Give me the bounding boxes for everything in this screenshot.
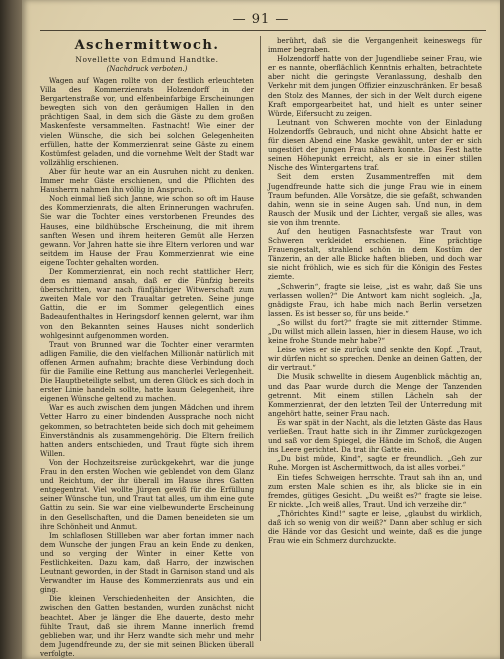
body-paragraph: Ein tiefes Schweigen herrschte. Traut sah ihn an, und zum ersten Male schien es ihr, als blicke sie in ein fremdes, gütiges Gesicht. „Du weißt es?“ fragte sie leise. Er nickte. „Ich weiß alles, Traut. Und ich verzeihe dir.“	[268, 472, 482, 509]
body-paragraph: Aber für heute war an ein Ausruhen nicht zu denken. Immer mehr Gäste erschienen, und die Pflichten des Hausherrn nahmen ihn völlig in Anspruch.	[40, 166, 254, 195]
body-paragraph: Es war spät in der Nacht, als die letzten Gäste das Haus verließen. Traut hatte sich in ihr Zimmer zurückgezogen und saß vor dem Spiegel, die Hände im Schoß, die Augen ins Leere gerichtet. Da trat ihr Gatte ein.	[268, 417, 482, 455]
right-column-body	[268, 36, 482, 545]
page-number: — 91 —	[232, 12, 290, 27]
left-column-body	[40, 76, 254, 658]
header-rule	[40, 30, 486, 31]
body-paragraph: „Schwerin“, fragte sie leise, „ist es wahr, daß Sie uns verlassen wollen?“ Die Antwort kam nicht sogleich. „Ja, gnädigste Frau, ich habe mich nach Berlin versetzen lassen. Es ist besser so, für uns beide.“	[268, 281, 482, 318]
left-column	[40, 36, 254, 658]
body-paragraph: Noch einmal ließ sich Janne, wie schon so oft im Hause des Kommerzienrats, die alten Erinnerungen wachrufen. Sie war die Tochter eines verstorbenen Freundes des Hauses, eine bildhübsche Erscheinung, die mit ihrem sanften Wesen und ihrem heiteren Gemüt alle Herzen gewann. Vor Jahren hatte sie ihre Eltern verloren und war seitdem im Hause der Frau Kommerzienrat wie eine eigene Tochter gehalten worden.	[40, 194, 254, 267]
body-paragraph: Wagen auf Wagen rollte von der festlich erleuchteten Villa des Kommerzienrats Holzendorff in der Bergartenstraße vor, und elfenbeinfarbige Erscheinungen bewegten sich von den geräumigen Hallen in den prächtigen Saal, in dem sich die Gäste zu dem großen Maskenfeste versammelten. Fastnacht! Wie einer der vielen Wünsche, die sich bei solchen Gelegenheiten erfüllen, hatte der Kommerzienrat seine Gäste zu einem Kostümfest geladen, und die vornehme Welt der Stadt war vollzählig erschienen.	[40, 76, 254, 167]
article-title: Aschermittwoch.	[74, 38, 220, 53]
body-paragraph: „Du bist müde, Kind“, sagte er freundlich. „Geh zur Ruhe. Morgen ist Aschermittwoch, da ist alles vorbei.“	[268, 454, 482, 473]
body-paragraph: Holzendorff hatte von der Jugendliebe seiner Frau, wie er es nannte, oberflächlich Kenntnis erhalten, betrachtete aber nicht die geringste Veranlassung, deshalb den Verkehr mit dem jungen Offizier einzuschränken. Er besaß den Stolz des Mannes, der sich in der Welt durch eigene Kraft emporgearbeitet hat, und hielt es unter seiner Würde, Eifersucht zu zeigen.	[268, 54, 482, 118]
body-paragraph: Die kleinen Verschiedenheiten der Ansichten, die zwischen den Gatten bestanden, wurden zunächst nicht beachtet. Aber je länger die Ehe dauerte, desto mehr fühlte Traut, daß sie ihrem Manne innerlich fremd geblieben war, und ihr Herz wandte sich mehr und mehr dem Jugendfreunde zu, der sie mit seinen Blicken überall verfolgte.	[40, 594, 254, 658]
body-paragraph: Die Musik schwellte in diesem Augenblick mächtig an, und das Paar wurde durch die Menge der Tanzenden getrennt. Mit einem stillen Lächeln sah der Kommerzienrat, der den letzten Teil der Unterredung mit angehört hatte, seiner Frau nach.	[268, 372, 482, 418]
body-paragraph: Seit dem ersten Zusammentreffen mit dem Jugendfreunde hatte sich die junge Frau wie in einem Traum befunden. Alle Vorsätze, die sie gefaßt, schwanden dahin, wenn sie in seine Augen sah. Und nun, in dem Rausch der Musik und der Lichter, vergaß sie alles, was sie von ihm trennte.	[268, 172, 482, 227]
body-paragraph: „Thörichtes Kind!“ sagte er leise, „glaubst du wirklich, daß ich so wenig von dir weiß?“ Dann aber schlug er sich die Hände vor das Gesicht und weinte, daß es die junge Frau wie ein Schmerz durchzuckte.	[268, 508, 482, 546]
column-divider	[260, 36, 261, 641]
body-paragraph: Leutnant von Schweren mochte von der Einladung Holzendorffs Gebrauch, und nicht ohne Absicht hatte er für diesen Abend eine Maske gewählt, unter der er sich ungestört der jungen Frau nähern konnte. Das Fest hatte seinen Höhepunkt erreicht, als er sie in einer stillen Nische des Wintergartens traf.	[268, 117, 482, 173]
article-subtitle: Novellette von Edmund Handtke.	[75, 55, 219, 64]
book-binding	[0, 0, 22, 659]
body-paragraph: Im schlaflosen Stillleben war aber fortan immer nach dem Wunsche der jungen Frau an kein Ende zu denken, und so verging der Winter in einer Kette von Festlichkeiten. Dazu kam, daß Harro, der inzwischen Leutnant geworden, in der Stadt in Garnison stand und als Verwandter im Hause des Kommerzienrats aus und ein ging.	[40, 530, 254, 595]
body-paragraph: Leise wies er sie zurück und senkte den Kopf. „Traut, wir dürfen nicht so sprechen. Denke an deinen Gatten, der dir vertraut.“	[268, 345, 482, 373]
reprint-note: (Nachdruck verboten.)	[106, 65, 188, 73]
body-paragraph: Traut von Brunned war die Tochter einer verarmten adligen Familie, die den vielfachen Millionär natürlich mit offenen Armen aufnahm; brachte diese Verbindung doch für die Familie eine Rettung aus mancherlei Verlegenheit. Die Hauptbeteiligte selbst, um deren Glück es sich doch in erster Linie handeln sollte, hatte kaum Gelegenheit, ihre eigenen Wünsche geltend zu machen.	[40, 339, 254, 404]
body-paragraph: Von der Hochzeitsreise zurückgekehrt, war die junge Frau in den ersten Wochen wie geblendet von dem Glanz und Reichtum, der ihr überall im Hause ihres Gatten entgegentrat. Viel wollte Jürgen gewiß für die Erfüllung seiner Wünsche tun, und Traut tat alles, um ihm eine gute Gattin zu sein. Sie war eine vielbewunderte Erscheinung in den Gesellschaften, und die Damen beneideten sie um ihre Schönheit und Anmut.	[40, 457, 254, 531]
body-paragraph: Auf den heutigen Fasnachtsfeste war Traut von Schweren verkleidet erschienen. Eine prächtige Frauengestalt, strahlend schön in dem Kostüm der Tänzerin, an der alle Blicke haften blieben, und doch war sie nicht fröhlich, wie es sich für die Königin des Festes ziemte.	[268, 226, 482, 282]
body-paragraph: berührt, daß sie die Vergangenheit keineswegs für immer begraben.	[268, 36, 482, 55]
body-paragraph: Der Kommerzienrat, ein noch recht stattlicher Herr, dem es niemand ansah, daß er die Fünfzig bereits überschritten, war nach fünfjähriger Witwerschaft zum zweiten Male vor den Traualtar getreten. Seine junge Gattin, die er im Sommer gelegentlich eines Badeaufenthaltes in Heringsdorf kennen gelernt, war ihm von den Bekannten seines Hauses nicht sonderlich wohlgesinnt aufgenommen worden.	[40, 266, 254, 340]
book-page	[22, 0, 500, 659]
body-paragraph: War es auch zwischen dem jungen Mädchen und ihrem Vetter Harro zu einer bindenden Aussprache noch nicht gekommen, so betrachteten beide sich doch mit geheimem Einverständnis als zusammengehörig. Die Eltern freilich hatten anders entschieden, und Traut fügte sich ihrem Willen.	[40, 403, 254, 458]
right-column	[268, 36, 482, 545]
body-paragraph: „So willst du fort?“ fragte sie mit zitternder Stimme. „Du willst mich allein lassen, hier in diesem Hause, wo ich keine frohe Stunde mehr habe?“	[268, 317, 482, 346]
